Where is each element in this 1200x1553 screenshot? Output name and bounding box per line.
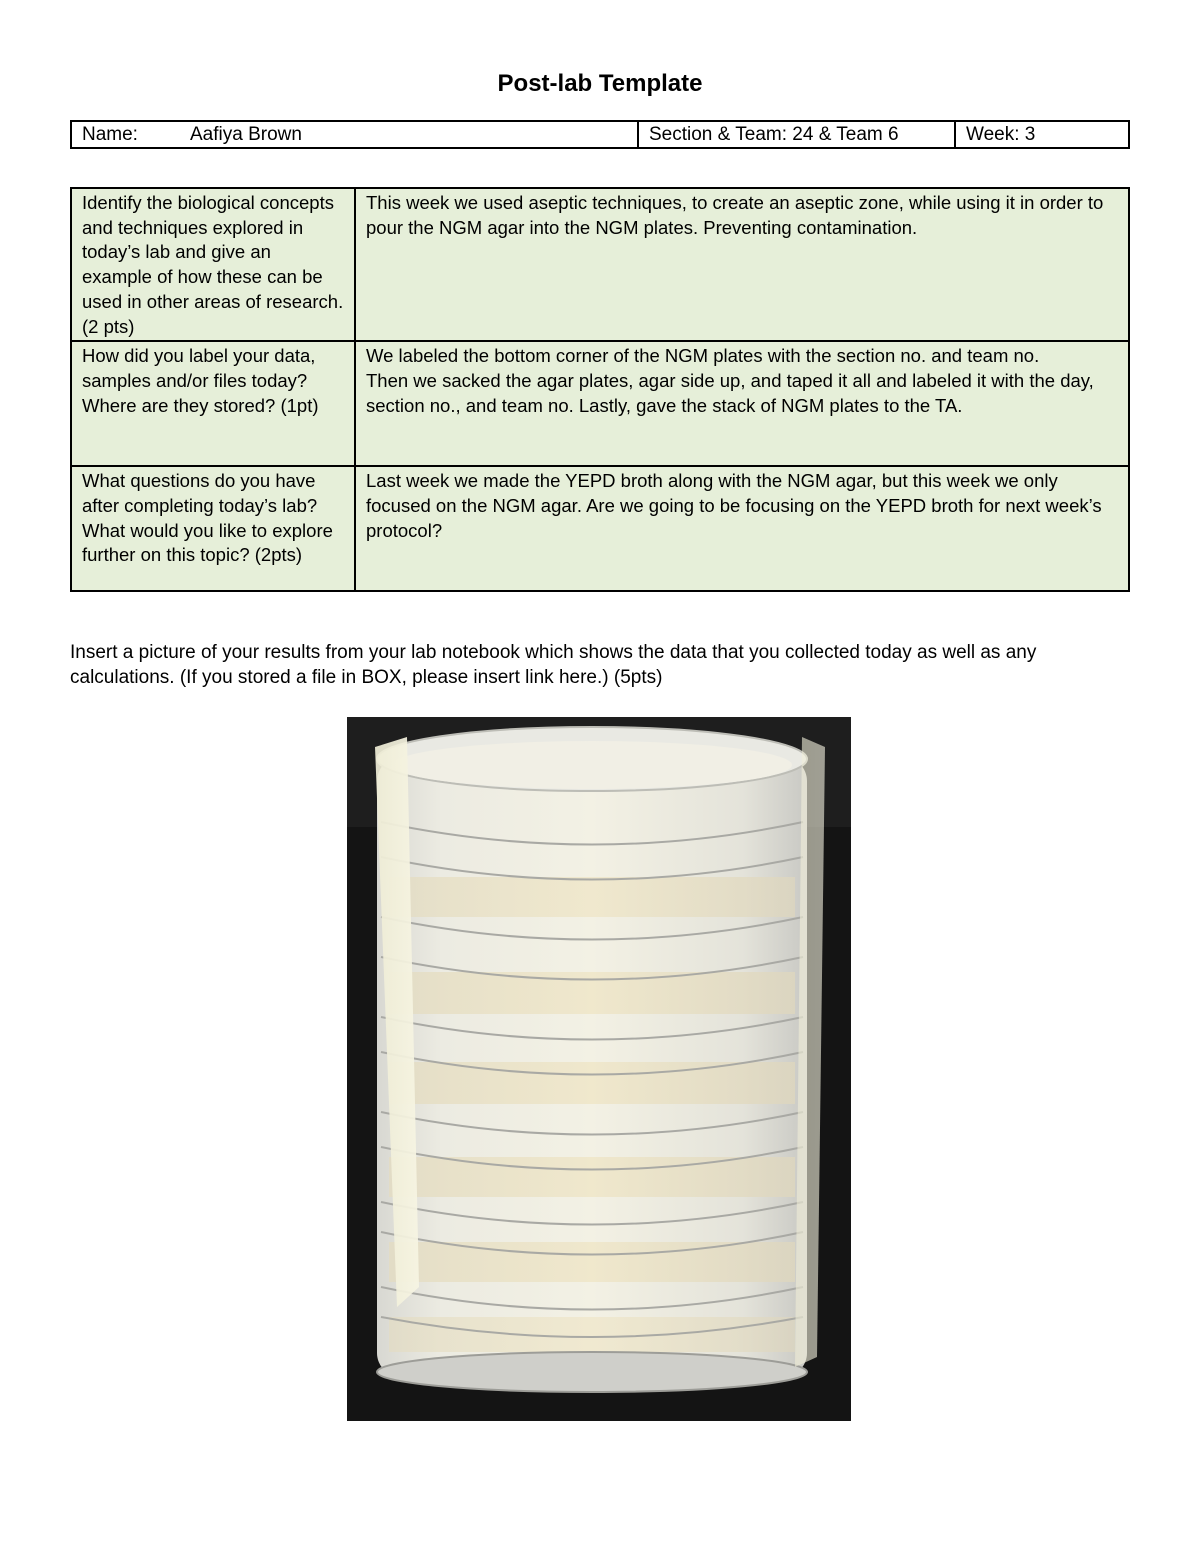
- name-value: Aafiya Brown: [190, 123, 302, 145]
- instructions: Insert a picture of your results from your lab notebook which shows the data that you collected today as well as any calculations. (If you stored a file in BOX, please insert link here.) (5pts): [70, 642, 1037, 688]
- table-row: [71, 466, 1129, 591]
- name-label: Name:: [82, 123, 138, 145]
- page-title: Post-lab Template: [497, 70, 703, 97]
- answer-cell: This week we used aseptic techniques, to create an aseptic zone, while using it in order to pour the NGM agar into the NGM plates. Preventing contamination.: [355, 188, 1129, 341]
- question-cell: How did you label your data, samples and/or files today? Where are they stored? (1pt): [71, 341, 355, 466]
- week-cell: Week: 3: [955, 121, 1129, 148]
- answer-cell: [355, 341, 1129, 466]
- section-team-cell: Section & Team: 24 & Team 6: [638, 121, 955, 148]
- name-cell: [71, 121, 638, 148]
- petri-dish-stack-photo: [347, 717, 851, 1421]
- question-cell: What questions do you have after completing today’s lab? What would you like to explore further on this topic? (2pts): [71, 466, 355, 591]
- qa-table: [70, 187, 1130, 592]
- header-table: [70, 120, 1130, 149]
- answer-line: Then we sacked the agar plates, agar side up, and taped it all and labeled it with the day, section no., and team no. Lastly, gave the stack of NGM plates to the TA.: [366, 369, 1094, 416]
- plate-lid-inner: [392, 741, 792, 789]
- table-row: [71, 188, 1129, 341]
- table-row: [71, 341, 1129, 466]
- answer-cell: Last week we made the YEPD broth along with the NGM agar, but this week we only focused on the NGM agar. Are we going to be focusing on the YEPD broth for next week’s protocol?: [355, 466, 1129, 591]
- plate-stack-bottom: [377, 1352, 807, 1392]
- answer-line: We labeled the bottom corner of the NGM plates with the section no. and team no.: [366, 345, 1040, 367]
- question-cell: Identify the biological concepts and techniques explored in today’s lab and give an example of how these can be used in other areas of research. (2 pts): [71, 188, 355, 341]
